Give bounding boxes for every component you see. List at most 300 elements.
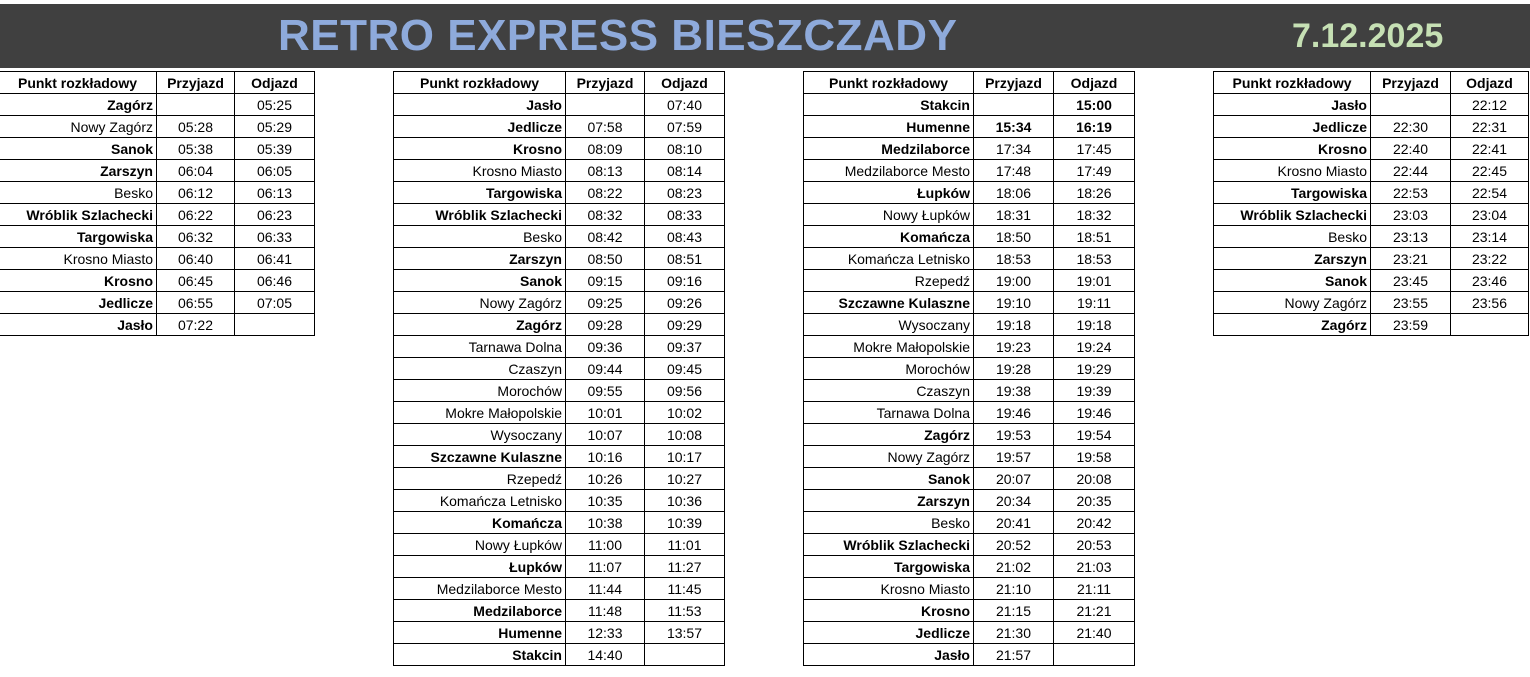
arrival-cell: 10:07 (566, 424, 645, 446)
departure-cell (235, 314, 315, 336)
station-cell: Medzilaborce (394, 600, 566, 622)
arrival-cell: 23:13 (1371, 226, 1451, 248)
departure-cell: 09:16 (645, 270, 725, 292)
departure-cell: 09:45 (645, 358, 725, 380)
station-cell: Zagórz (804, 424, 974, 446)
timetable-2 (393, 71, 725, 666)
arrival-cell: 21:30 (974, 622, 1054, 644)
table-row (1214, 270, 1529, 292)
table-row (1214, 226, 1529, 248)
arrival-cell: 09:25 (566, 292, 645, 314)
arrival-cell: 21:15 (974, 600, 1054, 622)
table-row (1214, 204, 1529, 226)
arrival-cell: 19:10 (974, 292, 1054, 314)
departure-cell: 15:00 (1054, 94, 1135, 116)
table-row (394, 138, 725, 160)
departure-cell: 07:05 (235, 292, 315, 314)
departure-cell: 10:02 (645, 402, 725, 424)
table-row (804, 644, 1135, 666)
station-cell: Zagórz (1214, 314, 1371, 336)
table-row (394, 468, 725, 490)
arrival-cell: 09:44 (566, 358, 645, 380)
table-row (804, 622, 1135, 644)
arrival-cell: 06:40 (157, 248, 235, 270)
arrival-cell: 20:07 (974, 468, 1054, 490)
departure-cell: 10:08 (645, 424, 725, 446)
departure-cell: 19:39 (1054, 380, 1135, 402)
departure-cell: 17:45 (1054, 138, 1135, 160)
page-title: RETRO EXPRESS BIESZCZADY (278, 11, 958, 60)
table-row (0, 204, 315, 226)
departure-cell: 09:56 (645, 380, 725, 402)
table-row (0, 160, 315, 182)
station-header: Punkt rozkładowy (394, 72, 566, 94)
station-cell: Czaszyn (804, 380, 974, 402)
arrival-cell: 11:00 (566, 534, 645, 556)
station-cell: Zarszyn (394, 248, 566, 270)
departure-cell: 22:41 (1451, 138, 1529, 160)
departure-cell: 22:12 (1451, 94, 1529, 116)
station-cell: Besko (1214, 226, 1371, 248)
arrival-cell (157, 94, 235, 116)
departure-header: Odjazd (645, 72, 725, 94)
arrival-cell: 17:48 (974, 160, 1054, 182)
timetable-body (1214, 94, 1529, 336)
departure-cell: 18:51 (1054, 226, 1135, 248)
station-cell: Nowy Łupków (804, 204, 974, 226)
table-row (394, 578, 725, 600)
table-row (1214, 138, 1529, 160)
station-cell: Besko (394, 226, 566, 248)
departure-cell: 11:27 (645, 556, 725, 578)
arrival-cell: 19:46 (974, 402, 1054, 424)
station-cell: Rzepedź (804, 270, 974, 292)
station-cell: Nowy Zagórz (394, 292, 566, 314)
station-cell: Zarszyn (0, 160, 157, 182)
station-cell: Wysoczany (804, 314, 974, 336)
departure-cell: 19:29 (1054, 358, 1135, 380)
departure-cell (1054, 644, 1135, 666)
arrival-cell: 11:48 (566, 600, 645, 622)
station-cell: Targowiska (804, 556, 974, 578)
departure-cell: 17:49 (1054, 160, 1135, 182)
departure-cell: 21:03 (1054, 556, 1135, 578)
departure-cell: 08:23 (645, 182, 725, 204)
table-row (804, 424, 1135, 446)
table-row (394, 600, 725, 622)
station-header: Punkt rozkładowy (1214, 72, 1371, 94)
table-row (804, 182, 1135, 204)
departure-cell: 19:11 (1054, 292, 1135, 314)
table-row (804, 314, 1135, 336)
station-cell: Tarnawa Dolna (804, 402, 974, 424)
station-cell: Krosno Miasto (804, 578, 974, 600)
arrival-cell: 18:50 (974, 226, 1054, 248)
arrival-cell: 21:10 (974, 578, 1054, 600)
departure-cell: 23:04 (1451, 204, 1529, 226)
timetable-3 (803, 71, 1135, 666)
departure-cell: 13:57 (645, 622, 725, 644)
table-row (1214, 248, 1529, 270)
station-cell: Jedlicze (804, 622, 974, 644)
table-row (394, 226, 725, 248)
station-cell: Wróblik Szlachecki (804, 534, 974, 556)
arrival-header: Przyjazd (974, 72, 1054, 94)
departure-header: Odjazd (1054, 72, 1135, 94)
arrival-cell: 21:57 (974, 644, 1054, 666)
arrival-cell: 06:32 (157, 226, 235, 248)
station-cell: Mokre Małopolskie (394, 402, 566, 424)
departure-header: Odjazd (1451, 72, 1529, 94)
arrival-cell: 19:23 (974, 336, 1054, 358)
arrival-cell: 06:45 (157, 270, 235, 292)
station-cell: Targowiska (0, 226, 157, 248)
departure-cell: 20:53 (1054, 534, 1135, 556)
departure-cell: 05:25 (235, 94, 315, 116)
arrival-cell: 17:34 (974, 138, 1054, 160)
arrival-cell: 08:42 (566, 226, 645, 248)
arrival-header: Przyjazd (1371, 72, 1451, 94)
table-row (804, 336, 1135, 358)
table-row (804, 358, 1135, 380)
table-row (1214, 182, 1529, 204)
table-row (804, 226, 1135, 248)
header-row (1214, 72, 1529, 94)
arrival-cell: 23:21 (1371, 248, 1451, 270)
arrival-cell: 05:28 (157, 116, 235, 138)
station-cell: Zarszyn (804, 490, 974, 512)
table-row (804, 116, 1135, 138)
departure-cell: 10:27 (645, 468, 725, 490)
header-row (394, 72, 725, 94)
departure-cell: 06:13 (235, 182, 315, 204)
station-cell: Krosno Miasto (0, 248, 157, 270)
header-row (804, 72, 1135, 94)
arrival-cell: 08:50 (566, 248, 645, 270)
arrival-cell: 20:34 (974, 490, 1054, 512)
table-row (0, 248, 315, 270)
station-cell: Medzilaborce (804, 138, 974, 160)
departure-cell: 23:46 (1451, 270, 1529, 292)
arrival-cell: 20:52 (974, 534, 1054, 556)
station-cell: Targowiska (394, 182, 566, 204)
departure-cell: 05:29 (235, 116, 315, 138)
table-row (394, 402, 725, 424)
arrival-cell: 18:06 (974, 182, 1054, 204)
table-row (804, 292, 1135, 314)
departure-cell: 22:31 (1451, 116, 1529, 138)
table-row (804, 468, 1135, 490)
departure-cell: 06:41 (235, 248, 315, 270)
arrival-cell: 09:28 (566, 314, 645, 336)
table-row (394, 556, 725, 578)
station-cell: Wróblik Szlachecki (1214, 204, 1371, 226)
station-cell: Nowy Zagórz (1214, 292, 1371, 314)
arrival-cell: 10:38 (566, 512, 645, 534)
station-cell: Besko (0, 182, 157, 204)
station-cell: Krosno (804, 600, 974, 622)
station-cell: Komańcza (394, 512, 566, 534)
table-row (394, 358, 725, 380)
departure-cell: 18:32 (1054, 204, 1135, 226)
table-row (804, 94, 1135, 116)
table-row (0, 116, 315, 138)
departure-cell: 07:40 (645, 94, 725, 116)
departure-cell: 11:01 (645, 534, 725, 556)
table-row (804, 578, 1135, 600)
arrival-cell: 23:59 (1371, 314, 1451, 336)
table-row (394, 424, 725, 446)
table-row (804, 270, 1135, 292)
table-row (1214, 116, 1529, 138)
departure-cell: 09:37 (645, 336, 725, 358)
departure-cell: 06:23 (235, 204, 315, 226)
departure-cell: 20:35 (1054, 490, 1135, 512)
station-cell: Łupków (804, 182, 974, 204)
departure-cell: 09:29 (645, 314, 725, 336)
arrival-cell: 08:09 (566, 138, 645, 160)
station-cell: Stakcin (804, 94, 974, 116)
station-cell: Sanok (1214, 270, 1371, 292)
departure-cell: 11:45 (645, 578, 725, 600)
table-row (394, 292, 725, 314)
arrival-cell: 09:15 (566, 270, 645, 292)
departure-cell: 05:39 (235, 138, 315, 160)
station-cell: Humenne (394, 622, 566, 644)
arrival-cell (1371, 94, 1451, 116)
table-row (394, 116, 725, 138)
departure-cell: 23:56 (1451, 292, 1529, 314)
station-cell: Krosno Miasto (394, 160, 566, 182)
table-row (394, 204, 725, 226)
table-row (394, 182, 725, 204)
table-row (1214, 94, 1529, 116)
header-row (0, 72, 315, 94)
arrival-cell: 19:00 (974, 270, 1054, 292)
table-row (804, 380, 1135, 402)
departure-cell: 22:45 (1451, 160, 1529, 182)
arrival-cell: 20:41 (974, 512, 1054, 534)
arrival-header: Przyjazd (157, 72, 235, 94)
timetable-body (0, 94, 315, 336)
departure-cell: 19:24 (1054, 336, 1135, 358)
station-cell: Komańcza Letnisko (804, 248, 974, 270)
departure-cell: 18:26 (1054, 182, 1135, 204)
departure-cell: 21:40 (1054, 622, 1135, 644)
arrival-cell: 06:04 (157, 160, 235, 182)
station-header: Punkt rozkładowy (804, 72, 974, 94)
table-row (394, 248, 725, 270)
arrival-cell: 10:16 (566, 446, 645, 468)
departure-cell: 21:21 (1054, 600, 1135, 622)
arrival-cell: 07:22 (157, 314, 235, 336)
departure-cell: 09:26 (645, 292, 725, 314)
arrival-cell: 06:55 (157, 292, 235, 314)
table-row (1214, 160, 1529, 182)
departure-cell: 20:42 (1054, 512, 1135, 534)
station-cell: Nowy Zagórz (804, 446, 974, 468)
station-cell: Jasło (0, 314, 157, 336)
table-row (394, 314, 725, 336)
departure-cell: 06:33 (235, 226, 315, 248)
arrival-cell: 14:40 (566, 644, 645, 666)
station-cell: Morochów (804, 358, 974, 380)
table-row (394, 160, 725, 182)
table-row (0, 182, 315, 204)
departure-cell: 08:33 (645, 204, 725, 226)
arrival-cell (974, 94, 1054, 116)
station-cell: Zagórz (394, 314, 566, 336)
station-cell: Rzepedź (394, 468, 566, 490)
table-row (394, 622, 725, 644)
station-cell: Tarnawa Dolna (394, 336, 566, 358)
table-row (0, 226, 315, 248)
timetable-body (394, 94, 725, 666)
table-row (394, 512, 725, 534)
table-row (0, 270, 315, 292)
arrival-cell: 11:44 (566, 578, 645, 600)
station-cell: Jasło (804, 644, 974, 666)
departure-cell: 10:17 (645, 446, 725, 468)
departure-cell: 10:36 (645, 490, 725, 512)
arrival-cell: 22:30 (1371, 116, 1451, 138)
arrival-cell: 10:35 (566, 490, 645, 512)
table-row (804, 490, 1135, 512)
arrival-cell: 19:53 (974, 424, 1054, 446)
station-cell: Jasło (394, 94, 566, 116)
arrival-header: Przyjazd (566, 72, 645, 94)
table-row (804, 204, 1135, 226)
table-row (394, 380, 725, 402)
station-cell: Stakcin (394, 644, 566, 666)
station-cell: Targowiska (1214, 182, 1371, 204)
departure-header: Odjazd (235, 72, 315, 94)
arrival-cell: 06:12 (157, 182, 235, 204)
arrival-cell: 18:31 (974, 204, 1054, 226)
station-cell: Sanok (394, 270, 566, 292)
station-cell: Krosno (0, 270, 157, 292)
station-cell: Jasło (1214, 94, 1371, 116)
departure-cell: 22:54 (1451, 182, 1529, 204)
arrival-cell: 22:40 (1371, 138, 1451, 160)
station-cell: Wróblik Szlachecki (394, 204, 566, 226)
table-row (804, 556, 1135, 578)
station-cell: Sanok (804, 468, 974, 490)
table-row (394, 446, 725, 468)
station-header: Punkt rozkładowy (0, 72, 157, 94)
station-cell: Szczawne Kulaszne (394, 446, 566, 468)
departure-cell: 08:14 (645, 160, 725, 182)
station-cell: Komańcza (804, 226, 974, 248)
arrival-cell: 08:13 (566, 160, 645, 182)
timetable-4 (1213, 71, 1529, 336)
station-cell: Wysoczany (394, 424, 566, 446)
arrival-cell: 19:28 (974, 358, 1054, 380)
departure-cell: 19:18 (1054, 314, 1135, 336)
departure-cell: 21:11 (1054, 578, 1135, 600)
arrival-cell: 09:36 (566, 336, 645, 358)
arrival-cell: 07:58 (566, 116, 645, 138)
station-cell: Jedlicze (0, 292, 157, 314)
departure-cell: 10:39 (645, 512, 725, 534)
station-cell: Czaszyn (394, 358, 566, 380)
departure-cell: 06:05 (235, 160, 315, 182)
departure-cell: 18:53 (1054, 248, 1135, 270)
arrival-cell: 23:45 (1371, 270, 1451, 292)
departure-cell: 19:01 (1054, 270, 1135, 292)
arrival-cell: 06:22 (157, 204, 235, 226)
station-cell: Szczawne Kulaszne (804, 292, 974, 314)
table-row (1214, 292, 1529, 314)
station-cell: Morochów (394, 380, 566, 402)
table-row (394, 336, 725, 358)
station-cell: Mokre Małopolskie (804, 336, 974, 358)
table-row (0, 138, 315, 160)
departure-cell: 20:08 (1054, 468, 1135, 490)
departure-cell: 16:19 (1054, 116, 1135, 138)
arrival-cell: 21:02 (974, 556, 1054, 578)
station-cell: Wróblik Szlachecki (0, 204, 157, 226)
table-row (394, 534, 725, 556)
arrival-cell: 08:22 (566, 182, 645, 204)
station-cell: Medzilaborce Mesto (804, 160, 974, 182)
arrival-cell: 19:57 (974, 446, 1054, 468)
table-row (804, 512, 1135, 534)
table-row (394, 94, 725, 116)
arrival-cell: 10:01 (566, 402, 645, 424)
arrival-cell: 22:44 (1371, 160, 1451, 182)
arrival-cell: 23:55 (1371, 292, 1451, 314)
date-label: 7.12.2025 (1292, 17, 1444, 55)
table-row (1214, 314, 1529, 336)
table-row (394, 270, 725, 292)
departure-cell: 08:51 (645, 248, 725, 270)
departure-cell: 23:14 (1451, 226, 1529, 248)
station-cell: Nowy Zagórz (0, 116, 157, 138)
departure-cell (1451, 314, 1529, 336)
table-row (0, 292, 315, 314)
table-row (804, 160, 1135, 182)
arrival-cell: 11:07 (566, 556, 645, 578)
arrival-cell (566, 94, 645, 116)
arrival-cell: 18:53 (974, 248, 1054, 270)
table-row (394, 490, 725, 512)
arrival-cell: 15:34 (974, 116, 1054, 138)
departure-cell (645, 644, 725, 666)
station-cell: Zarszyn (1214, 248, 1371, 270)
station-cell: Krosno (394, 138, 566, 160)
departure-cell: 07:59 (645, 116, 725, 138)
arrival-cell: 23:03 (1371, 204, 1451, 226)
departure-cell: 23:22 (1451, 248, 1529, 270)
arrival-cell: 05:38 (157, 138, 235, 160)
arrival-cell: 22:53 (1371, 182, 1451, 204)
station-cell: Sanok (0, 138, 157, 160)
station-cell: Komańcza Letnisko (394, 490, 566, 512)
table-row (0, 314, 315, 336)
arrival-cell: 10:26 (566, 468, 645, 490)
table-row (804, 138, 1135, 160)
station-cell: Krosno (1214, 138, 1371, 160)
station-cell: Besko (804, 512, 974, 534)
departure-cell: 11:53 (645, 600, 725, 622)
station-cell: Nowy Łupków (394, 534, 566, 556)
arrival-cell: 19:38 (974, 380, 1054, 402)
station-cell: Jedlicze (394, 116, 566, 138)
arrival-cell: 08:32 (566, 204, 645, 226)
table-row (394, 644, 725, 666)
station-cell: Zagórz (0, 94, 157, 116)
